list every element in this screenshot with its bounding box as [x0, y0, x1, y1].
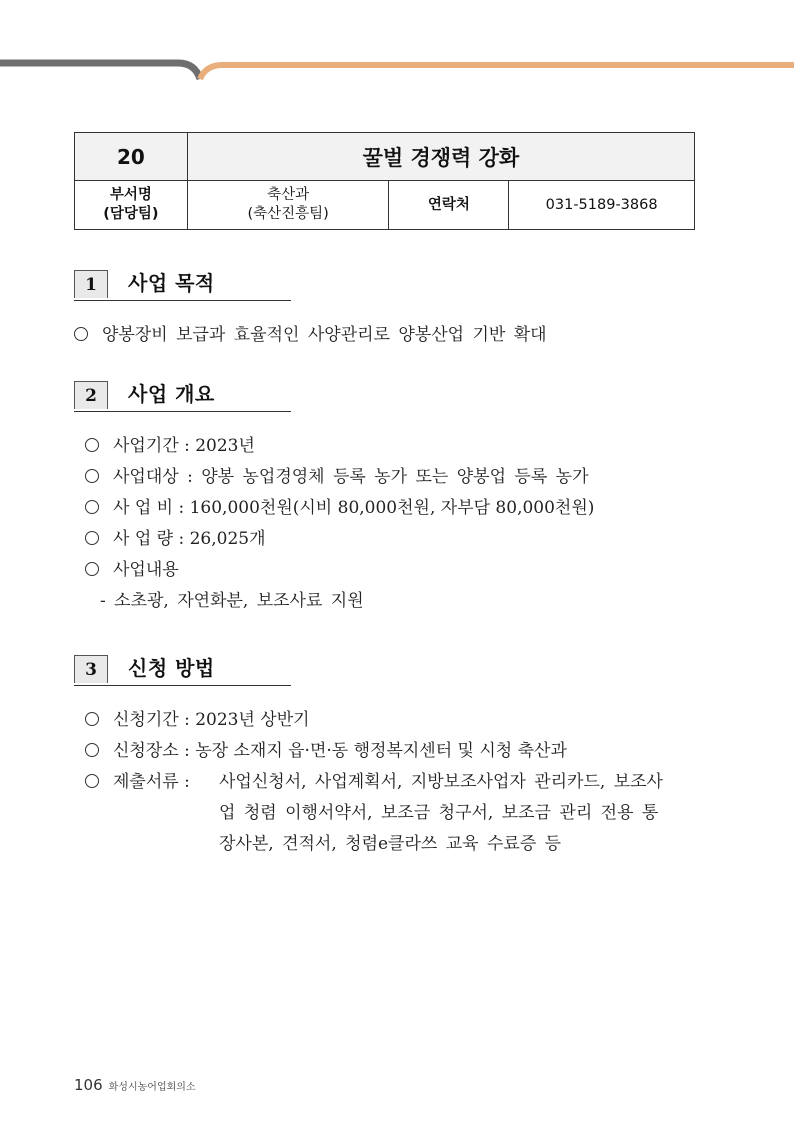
overview-content: [85, 559, 179, 581]
overview-cost: [85, 497, 594, 519]
overview-period-text: 사업기간 : 2023년: [113, 436, 255, 456]
page-number: 106: [74, 1076, 103, 1094]
top-decorative-bar: [0, 55, 794, 85]
purpose-text: 양봉장비 보급과 효율적인 사양관리로 양봉산업 기반 확대: [102, 325, 547, 345]
application-docs-line2: 업 청렴 이행서약서, 보조금 청구서, 보조금 관리 전용 통: [219, 803, 659, 823]
application-docs-line3: 장사본, 견적서, 청렴e클라쓰 교육 수료증 등: [219, 834, 562, 854]
section-title: 사업 목적: [128, 271, 215, 295]
circle-bullet-icon: [85, 438, 99, 452]
contact-value: 031-5189-3868: [509, 181, 695, 230]
project-header-table: [74, 132, 695, 230]
project-title: 꿀벌 경쟁력 강화: [187, 133, 694, 181]
application-place-text: 신청장소 : 농장 소재지 읍·면·동 행정복지센터 및 시청 축산과: [113, 741, 567, 761]
dept-value-line2: (축산진흥팀): [247, 206, 329, 222]
section-heading-purpose: [74, 268, 291, 301]
section-number: 2: [74, 381, 108, 409]
section-title: 사업 개요: [128, 382, 215, 406]
overview-amount: [85, 528, 266, 550]
circle-bullet-icon: [85, 712, 99, 726]
application-period-text: 신청기간 : 2023년 상반기: [113, 710, 310, 730]
overview-amount-text: 사 업 량 : 26,025개: [113, 529, 266, 549]
application-docs-label: 제출서류 :: [113, 772, 190, 792]
section-number: 3: [74, 655, 108, 683]
section-heading-overview: [74, 379, 291, 412]
application-place: [85, 740, 567, 762]
application-docs: [85, 771, 190, 793]
dept-label-line1: 부서명: [109, 187, 152, 203]
circle-bullet-icon: [85, 531, 99, 545]
dept-label-line2: (담당팀): [103, 206, 159, 222]
footer-org-name: 화성시농어업회의소: [108, 1082, 196, 1093]
dept-value: [187, 181, 389, 230]
overview-target-text: 사업대상 : 양봉 농업경영체 등록 농가 또는 양봉업 등록 농가: [113, 467, 589, 487]
circle-bullet-icon: [85, 743, 99, 757]
application-docs-line1: 사업신청서, 사업계획서, 지방보조사업자 관리카드, 보조사: [219, 772, 663, 792]
section-title: 신청 방법: [128, 656, 215, 680]
overview-period: [85, 435, 255, 457]
project-number: 20: [75, 133, 188, 181]
section-heading-application: [74, 653, 291, 686]
overview-cost-text: 사 업 비 : 160,000천원(시비 80,000천원, 자부담 80,000천원): [113, 498, 595, 518]
dept-value-line1: 축산과: [267, 187, 310, 203]
overview-content-text: 사업내용: [113, 560, 179, 580]
application-period: [85, 709, 310, 731]
overview-target: [85, 466, 589, 488]
contact-label: 연락처: [389, 181, 509, 230]
dept-label: [75, 181, 188, 230]
page-footer: [74, 1075, 196, 1094]
circle-bullet-icon: [74, 327, 88, 341]
circle-bullet-icon: [85, 774, 99, 788]
overview-content-detail: - 소초광, 자연화분, 보조사료 지원: [100, 591, 364, 611]
circle-bullet-icon: [85, 562, 99, 576]
circle-bullet-icon: [85, 469, 99, 483]
circle-bullet-icon: [85, 500, 99, 514]
section-number: 1: [74, 270, 108, 298]
purpose-item: [74, 324, 547, 346]
